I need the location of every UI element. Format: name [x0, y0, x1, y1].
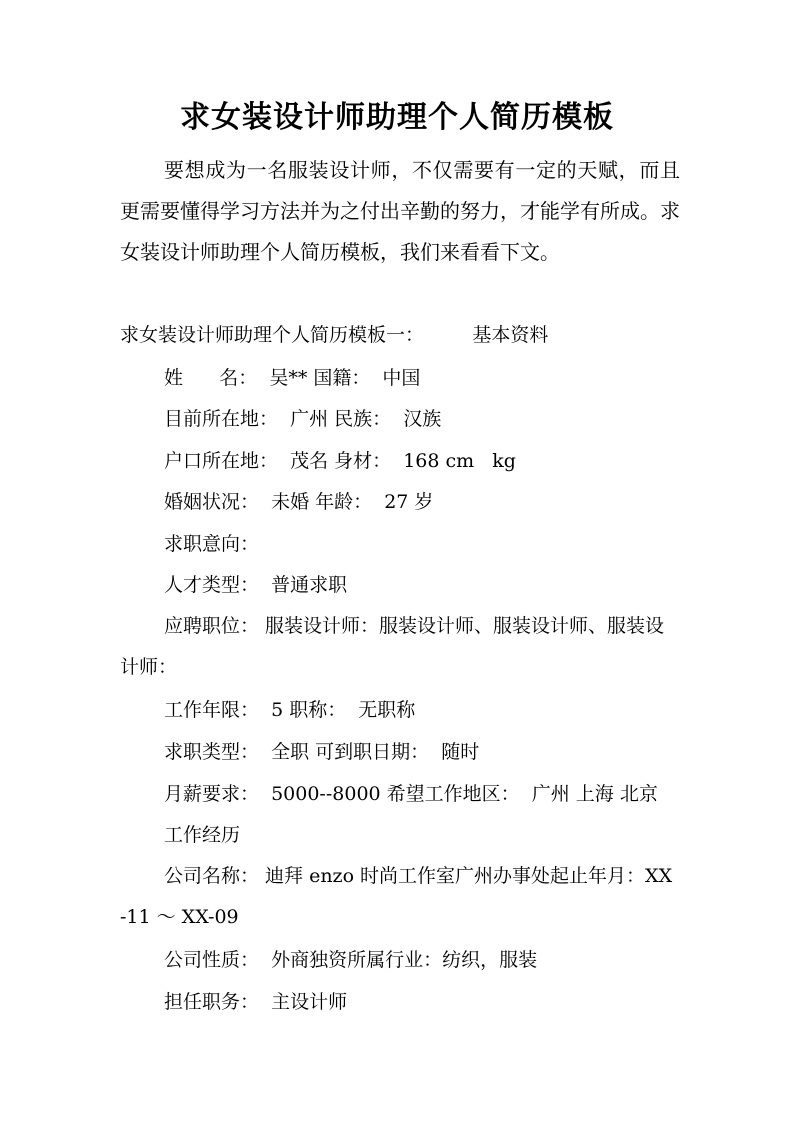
- line-hukou: 户口所在地： 茂名 身材： 168 cm kg: [164, 450, 516, 472]
- line-company: 公司名称： 迪拜 enzo 时尚工作室广州办事处起止年月：XX-11 ～ XX-09: [120, 865, 673, 928]
- section-heading: 求女装设计师助理个人简历模板一： 基本资料: [120, 324, 549, 346]
- line-location: 目前所在地： 广州 民族： 汉族: [164, 408, 442, 430]
- line-talent-type: 人才类型： 普通求职: [164, 574, 348, 596]
- document-title: 求女装设计师助理个人简历模板: [180, 100, 614, 135]
- line-salary: 月薪要求： 5000--8000 希望工作地区： 广州 上海 北京: [164, 783, 658, 805]
- line-position: 应聘职位： 服装设计师：服装设计师、服装设计师、服装设计师：: [120, 615, 665, 678]
- line-duty: 担任职务： 主设计师: [164, 991, 348, 1013]
- intro-paragraph: 要想成为一名服装设计师，不仅需要有一定的天赋，而且更需要懂得学习方法并为之付出辛勤的努力，才能学有所成。求女装设计师助理个人简历模板，我们来看看下文。: [120, 158, 680, 264]
- line-intent: 求职意向：: [164, 533, 260, 555]
- line-company-nature: 公司性质： 外商独资所属行业：纺织，服装: [164, 949, 538, 971]
- line-work-history: 工作经历: [164, 824, 241, 846]
- line-marital: 婚姻状况： 未婚 年龄： 27 岁: [164, 491, 434, 513]
- line-job-type: 求职类型： 全职 可到职日期： 随时: [164, 741, 480, 763]
- line-name: 姓 名： 吴** 国籍： 中国: [164, 367, 421, 389]
- line-years: 工作年限： 5 职称： 无职称: [164, 699, 416, 721]
